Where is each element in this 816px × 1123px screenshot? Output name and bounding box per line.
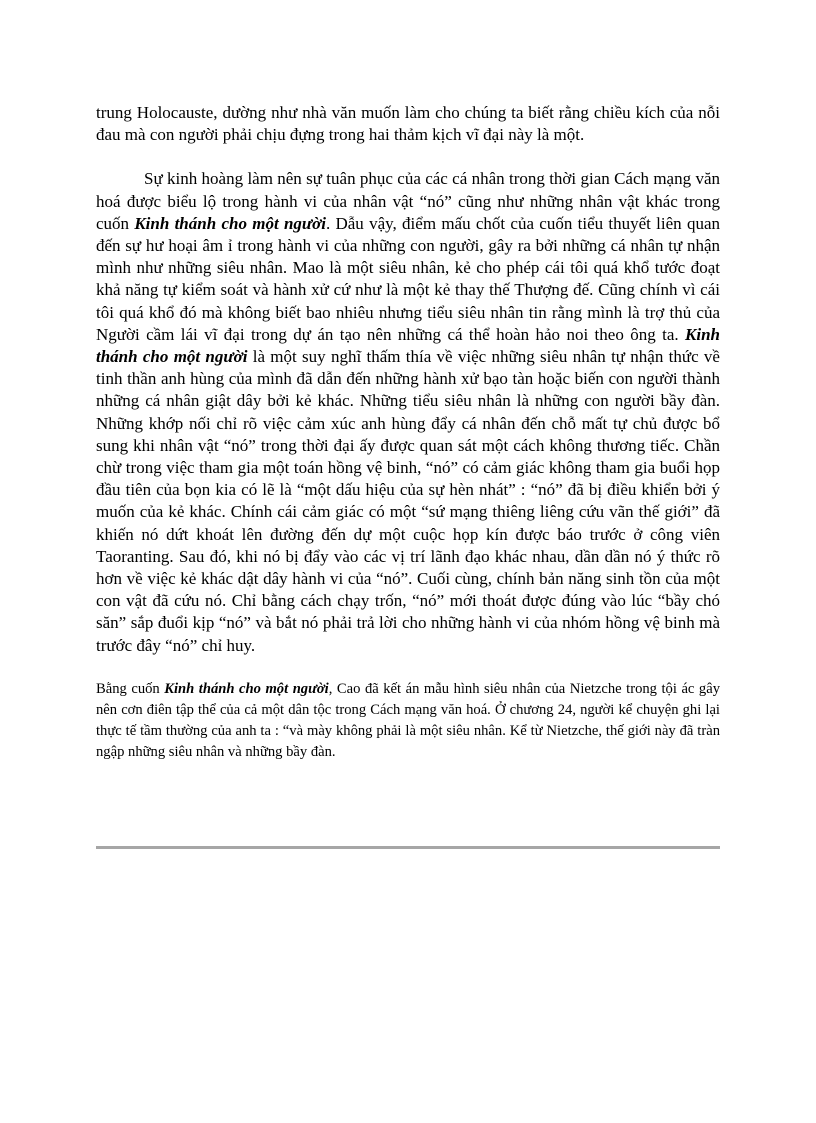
book-title: Kinh thánh cho một người <box>134 213 326 233</box>
paragraph-3-text-b: , Cao đã kết án mẫu hình siêu nhân của Nietzche trong tội ác gây nên cơn điên tập thể của cả một dân tộc trong Cách mạng văn hoá. Ở chương 24, người kể chuyện ghi lại thực tế tầm thường của anh ta : “và mày không phải là một siêu nhân. Kể từ Nietzche, thế giới này đã tràn ngập những siêu nhân và những bầy đàn. <box>96 680 720 760</box>
paragraph-2 <box>96 168 720 656</box>
paragraph-3 <box>96 679 720 763</box>
paragraph-3-text-a: Bằng cuốn <box>96 680 165 697</box>
book-title: Kinh thánh cho một người <box>164 680 329 697</box>
paragraph-2-text-c: là một suy nghĩ thấm thía về việc những siêu nhân tự nhận thức về tinh thần anh hùng của mình đã dẫn đến những hành xử bạo tàn hoặc biến con người thành những cá nhân giật dây bởi kẻ khác. Những tiểu siêu nhân là những con người bầy đàn. Những khớp nối chỉ rõ việc cảm xúc anh hùng đẩy cá nhân đến chỗ mất tự chủ được bổ sung khi nhân vật “nó” trong thời đại ấy được quan sát một cách không thương tiếc. Chần chừ trong việc tham gia một toán hồng vệ binh, “nó” có cảm giác không tham gia buổi họp đầu tiên của bọn kia có lẽ là “một dấu hiệu của sự hèn nhát” : “nó” đã bị điều khiển bởi ý muốn của kẻ khác. Chính cái cảm giác có một “sứ mạng thiêng liêng cứu vãn thế giới” đã khiến nó dứt khoát lên đường đến dự một cuộc họp kín được báo trước ở công viên Taoranting. Sau đó, khi nó bị đẩy vào các vị trí lãnh đạo khác nhau, dần dần nó ý thức rõ hơn về việc kẻ khác dật dây hành vi của “nó”. Cuối cùng, chính bản năng sinh tồn của một con vật đã cứu nó. Chỉ bằng cách chạy trốn, “nó” mới thoát được đúng vào lúc “bầy chó săn” sắp đuổi kịp “nó” và bắt nó phải trả lời cho những hành vi của nhóm hồng vệ binh mà trước đây “nó” chỉ huy. <box>96 347 720 655</box>
paragraph-1: trung Holocauste, dường như nhà văn muốn làm cho chúng ta biết rằng chiều kích của nỗi đau mà con người phải chịu đựng trong hai thảm kịch vĩ đại này là một. <box>96 103 720 145</box>
book-title: Kinh thánh cho một người <box>96 324 720 367</box>
paragraph-2-text-b: . Dẫu vậy, điểm mấu chốt của cuốn tiểu thuyết liên quan đến sự hư hoại âm ỉ trong hành vi của những con người, gây ra bởi những cá nhân tự nhận mình như những siêu nhân. Mao là một siêu nhân, kẻ cho phép cái tôi quá khổ tước đoạt khả năng tự kiểm soát và hành xử cứ như là một kẻ thay thế Thượng đế. Cũng chính vì cái tôi quá khổ đó mà không biết bao nhiêu nhưng tiểu siêu nhân tin rằng mình là trợ thủ của Người cầm lái vĩ đại trong dự án tạo nên những cá thể hoàn hảo noi theo ông ta. <box>96 213 720 344</box>
document-page <box>96 102 720 763</box>
paragraph-2-text-a: Sự kinh hoàng làm nên sự tuân phục của các cá nhân trong thời gian Cách mạng văn hoá được biểu lộ trong hành vi của nhân vật “nó” cũng như những nhân vật khác trong cuốn <box>96 169 720 233</box>
horizontal-rule <box>96 846 720 849</box>
